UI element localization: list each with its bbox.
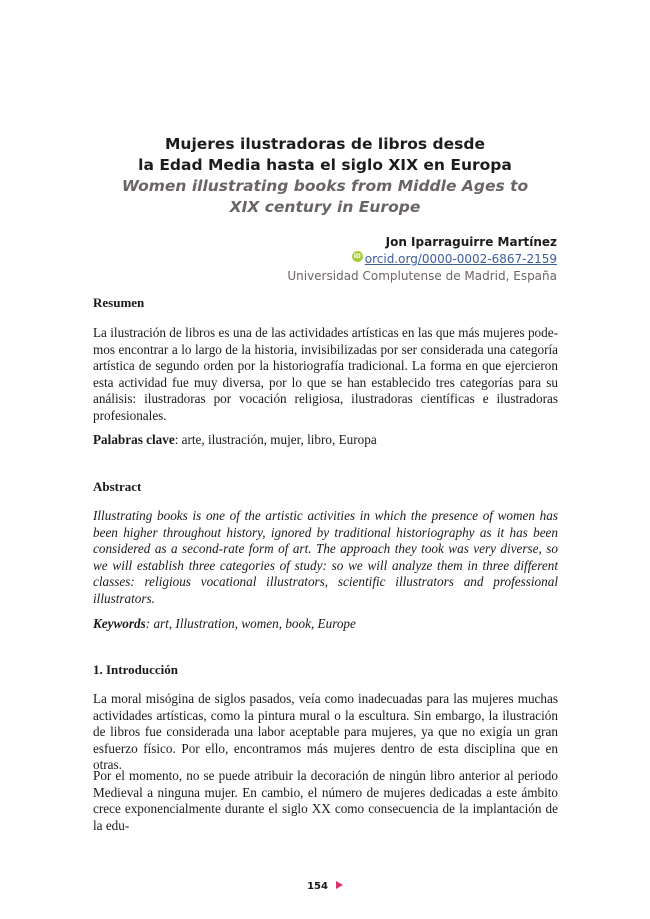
abstract-text: Illustrating books is one of the artistic activities in which the presence of women has been higher throughout history, ignored by traditional historiography as it has been considered as a second-rate form of art. The approach they took was very diverse, so we will establish three categories of study: so we will analyze them in three different classes: religious vocational illustrators, scientific illustrators and professional illustrators. bbox=[93, 508, 558, 606]
page-footer bbox=[0, 881, 650, 892]
page-number: 154 bbox=[307, 881, 328, 892]
abstract-heading: Abstract bbox=[93, 479, 142, 494]
orcid-icon: iD bbox=[353, 253, 361, 260]
title-english-line-2: XIX century in Europe bbox=[229, 198, 421, 216]
orcid-row bbox=[287, 251, 557, 268]
title-english-line-1: Women illustrating books from Middle Ages to bbox=[121, 177, 529, 195]
keywords-label: Keywords bbox=[93, 616, 146, 631]
resumen-heading: Resumen bbox=[93, 295, 145, 310]
palabras-clave-label: Palabras clave bbox=[93, 432, 175, 447]
palabras-clave-line bbox=[93, 432, 558, 448]
introduccion-paragraph-2: Por el momento, no se puede atribuir la decoración de ningún libro anterior al periodo Medieval a ninguna mujer. En cambio, el número de mujeres dedicadas a este ámbito crece exponencialmente durante el siglo XX como consecuencia de la implantación de la edu- bbox=[93, 768, 558, 833]
title-spanish-line-1: Mujeres ilustradoras de libros desde bbox=[164, 135, 485, 153]
keywords-line bbox=[93, 616, 558, 632]
resumen-text: La ilustración de libros es una de las actividades artísticas en las que más mujeres podemos encontrar a lo largo de la historia, invisibilizadas por ser considerada una categoría artística de segundo orden por la historiografía tradicional. La forma en que ejercieron esta actividad fue muy diversa, por lo que se han establecido tres categorías para su análisis: ilustradoras por vocación religiosa, ilustradoras científicas e ilustradoras profesionales. bbox=[93, 325, 558, 423]
orcid-link[interactable]: orcid.org/0000-0002-6867-2159 bbox=[364, 252, 557, 266]
palabras-clave-text: : arte, ilustración, mujer, libro, Europa bbox=[174, 432, 377, 447]
title-spanish-line-2: la Edad Media hasta el siglo XIX en Europa bbox=[138, 156, 512, 174]
author-block bbox=[287, 234, 557, 285]
author-affiliation: Universidad Complutense de Madrid, España bbox=[287, 269, 557, 283]
author-name: Jon Iparraguirre Martínez bbox=[385, 235, 557, 249]
introduccion-paragraph-1: La moral misógina de siglos pasados, veía como inadecuadas para las mujeres muchas actividades artísticas, como la pintura mural o la escultura. Sin embargo, la ilustración de libros fue considerada una labor aceptable para mujeres, ya que no exigía un gran esfuerzo físico. Por ello, encontramos más mujeres dentro de esta disciplina que en otras. bbox=[93, 691, 558, 772]
introduccion-heading: 1. Introducción bbox=[93, 662, 178, 677]
next-arrow-icon bbox=[336, 881, 343, 889]
keywords-text: : art, Illustration, women, book, Europe bbox=[145, 616, 356, 631]
